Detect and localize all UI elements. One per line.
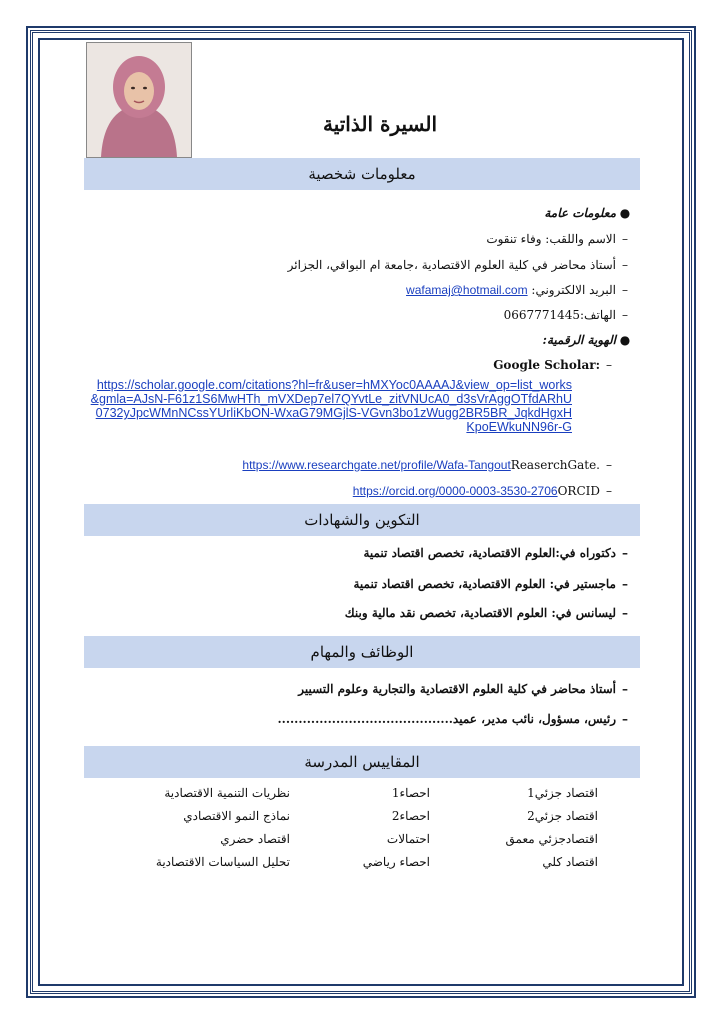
scholar-label: Google Scholar: xyxy=(493,358,600,372)
courses-row xyxy=(84,786,640,809)
course-cell: احتمالات xyxy=(386,832,430,846)
section-personal-info: معلومات شخصية xyxy=(84,158,640,190)
course-cell: احصاء2 xyxy=(391,809,430,823)
profile-photo xyxy=(86,42,192,158)
digital-identity-heading xyxy=(543,333,634,347)
scholar-label-line xyxy=(493,358,618,372)
orcid-label: ORCID xyxy=(557,484,600,498)
course-cell: اقتصادجزئي معمق xyxy=(505,832,598,846)
dash-icon: – xyxy=(622,283,628,297)
section-courses: المقاييس المدرسة xyxy=(84,746,640,778)
dash-icon: – xyxy=(622,682,628,696)
orcid-link[interactable]: https://orcid.org/0000-0003-3530-2706 xyxy=(352,484,558,498)
position-line xyxy=(288,258,634,272)
dash-icon: – xyxy=(622,232,628,246)
bullet-icon: ● xyxy=(619,206,631,220)
bullet-icon: ● xyxy=(619,333,631,347)
google-scholar-link[interactable]: https://scholar.google.com/citations?hl=fr&user=hMXYoc0AAAAJ&view_op=list_works&gmla=AJsN-F61z1S6MwHTh_mVXDep7el7QYvtLe_zitVNUcA0_d3sVrAggOTfdARhU0732yJpcWMnNCssYUrliKbON-WxaG79MGjlS-VGvn3bo1zWugg2BR5BR_JqkdHgxHKpoEWkuNN96r-G xyxy=(90,378,572,434)
name-line xyxy=(486,232,634,246)
education-item xyxy=(345,606,634,620)
course-cell: تحليل السياسات الاقتصادية xyxy=(155,855,290,869)
dash-icon: – xyxy=(622,546,628,560)
digital-identity-heading-text: الهوية الرقمية: xyxy=(542,333,616,347)
course-cell: نظريات التنمية الاقتصادية xyxy=(164,786,290,800)
education-item-text: ماجستير في: العلوم الاقتصادية، تخصص اقتصاد تنمية xyxy=(353,577,616,591)
name-text: الاسم واللقب: وفاء تنقوت xyxy=(486,232,616,246)
section-jobs: الوظائف والمهام xyxy=(84,636,640,668)
course-cell: اقتصاد حضري xyxy=(220,832,290,846)
job-item xyxy=(277,712,634,726)
general-info-heading xyxy=(544,206,634,220)
orcid-line xyxy=(353,484,618,498)
dash-icon: – xyxy=(606,358,612,372)
dash-icon: – xyxy=(622,308,628,322)
education-item-text: دكتوراه في:العلوم الاقتصادية، تخصص اقتصاد تنمية xyxy=(363,546,616,560)
researchgate-link[interactable]: https://www.researchgate.net/profile/Wafa-Tangout xyxy=(242,458,511,472)
page-title: السيرة الذاتية xyxy=(322,112,438,136)
position-text: أستاذ محاضر في كلية العلوم الاقتصادية ،جامعة ام البواقي، الجزائر xyxy=(287,258,616,272)
dash-icon: – xyxy=(622,577,628,591)
courses-row xyxy=(84,809,640,832)
dash-icon: – xyxy=(606,458,612,472)
job-item xyxy=(298,682,634,696)
dash-icon: – xyxy=(606,484,612,498)
job-item-text: رئيس، مسؤول، نائب مدير، عميد.......................................... xyxy=(277,712,616,726)
course-cell: احصاء رياضي xyxy=(362,855,430,869)
phone-text: الهاتف:0667771445 xyxy=(503,308,616,322)
researchgate-line xyxy=(242,458,618,472)
email-link[interactable]: wafamaj@hotmail.com xyxy=(406,283,528,297)
phone-line xyxy=(504,308,634,322)
course-cell: اقتصاد جزئي1 xyxy=(527,786,598,800)
researchgate-label: ReaserchGate. xyxy=(510,458,600,472)
course-cell: اقتصاد كلي xyxy=(542,855,598,869)
email-line xyxy=(406,283,634,297)
email-label: البريد الالكتروني: xyxy=(527,283,616,297)
section-education: التكوين والشهادات xyxy=(84,504,640,536)
courses-row xyxy=(84,855,640,878)
courses-table xyxy=(84,786,640,878)
dash-icon: – xyxy=(622,258,628,272)
person-portrait-icon xyxy=(87,43,191,157)
education-item xyxy=(363,546,634,560)
general-info-heading-text: معلومات عامة xyxy=(544,206,616,220)
dash-icon: – xyxy=(622,712,628,726)
education-item-text: ليسانس في: العلوم الاقتصادية، تخصص نقد مالية وبنك xyxy=(344,606,616,620)
job-item-text: أستاذ محاضر في كلية العلوم الاقتصادية والتجارية وعلوم التسيير xyxy=(298,682,616,696)
education-item xyxy=(353,577,634,591)
course-cell: اقتصاد جزئي2 xyxy=(527,809,598,823)
courses-row xyxy=(84,832,640,855)
course-cell: احصاء1 xyxy=(391,786,430,800)
course-cell: نماذج النمو الاقتصادي xyxy=(183,809,290,823)
dash-icon: – xyxy=(622,606,628,620)
